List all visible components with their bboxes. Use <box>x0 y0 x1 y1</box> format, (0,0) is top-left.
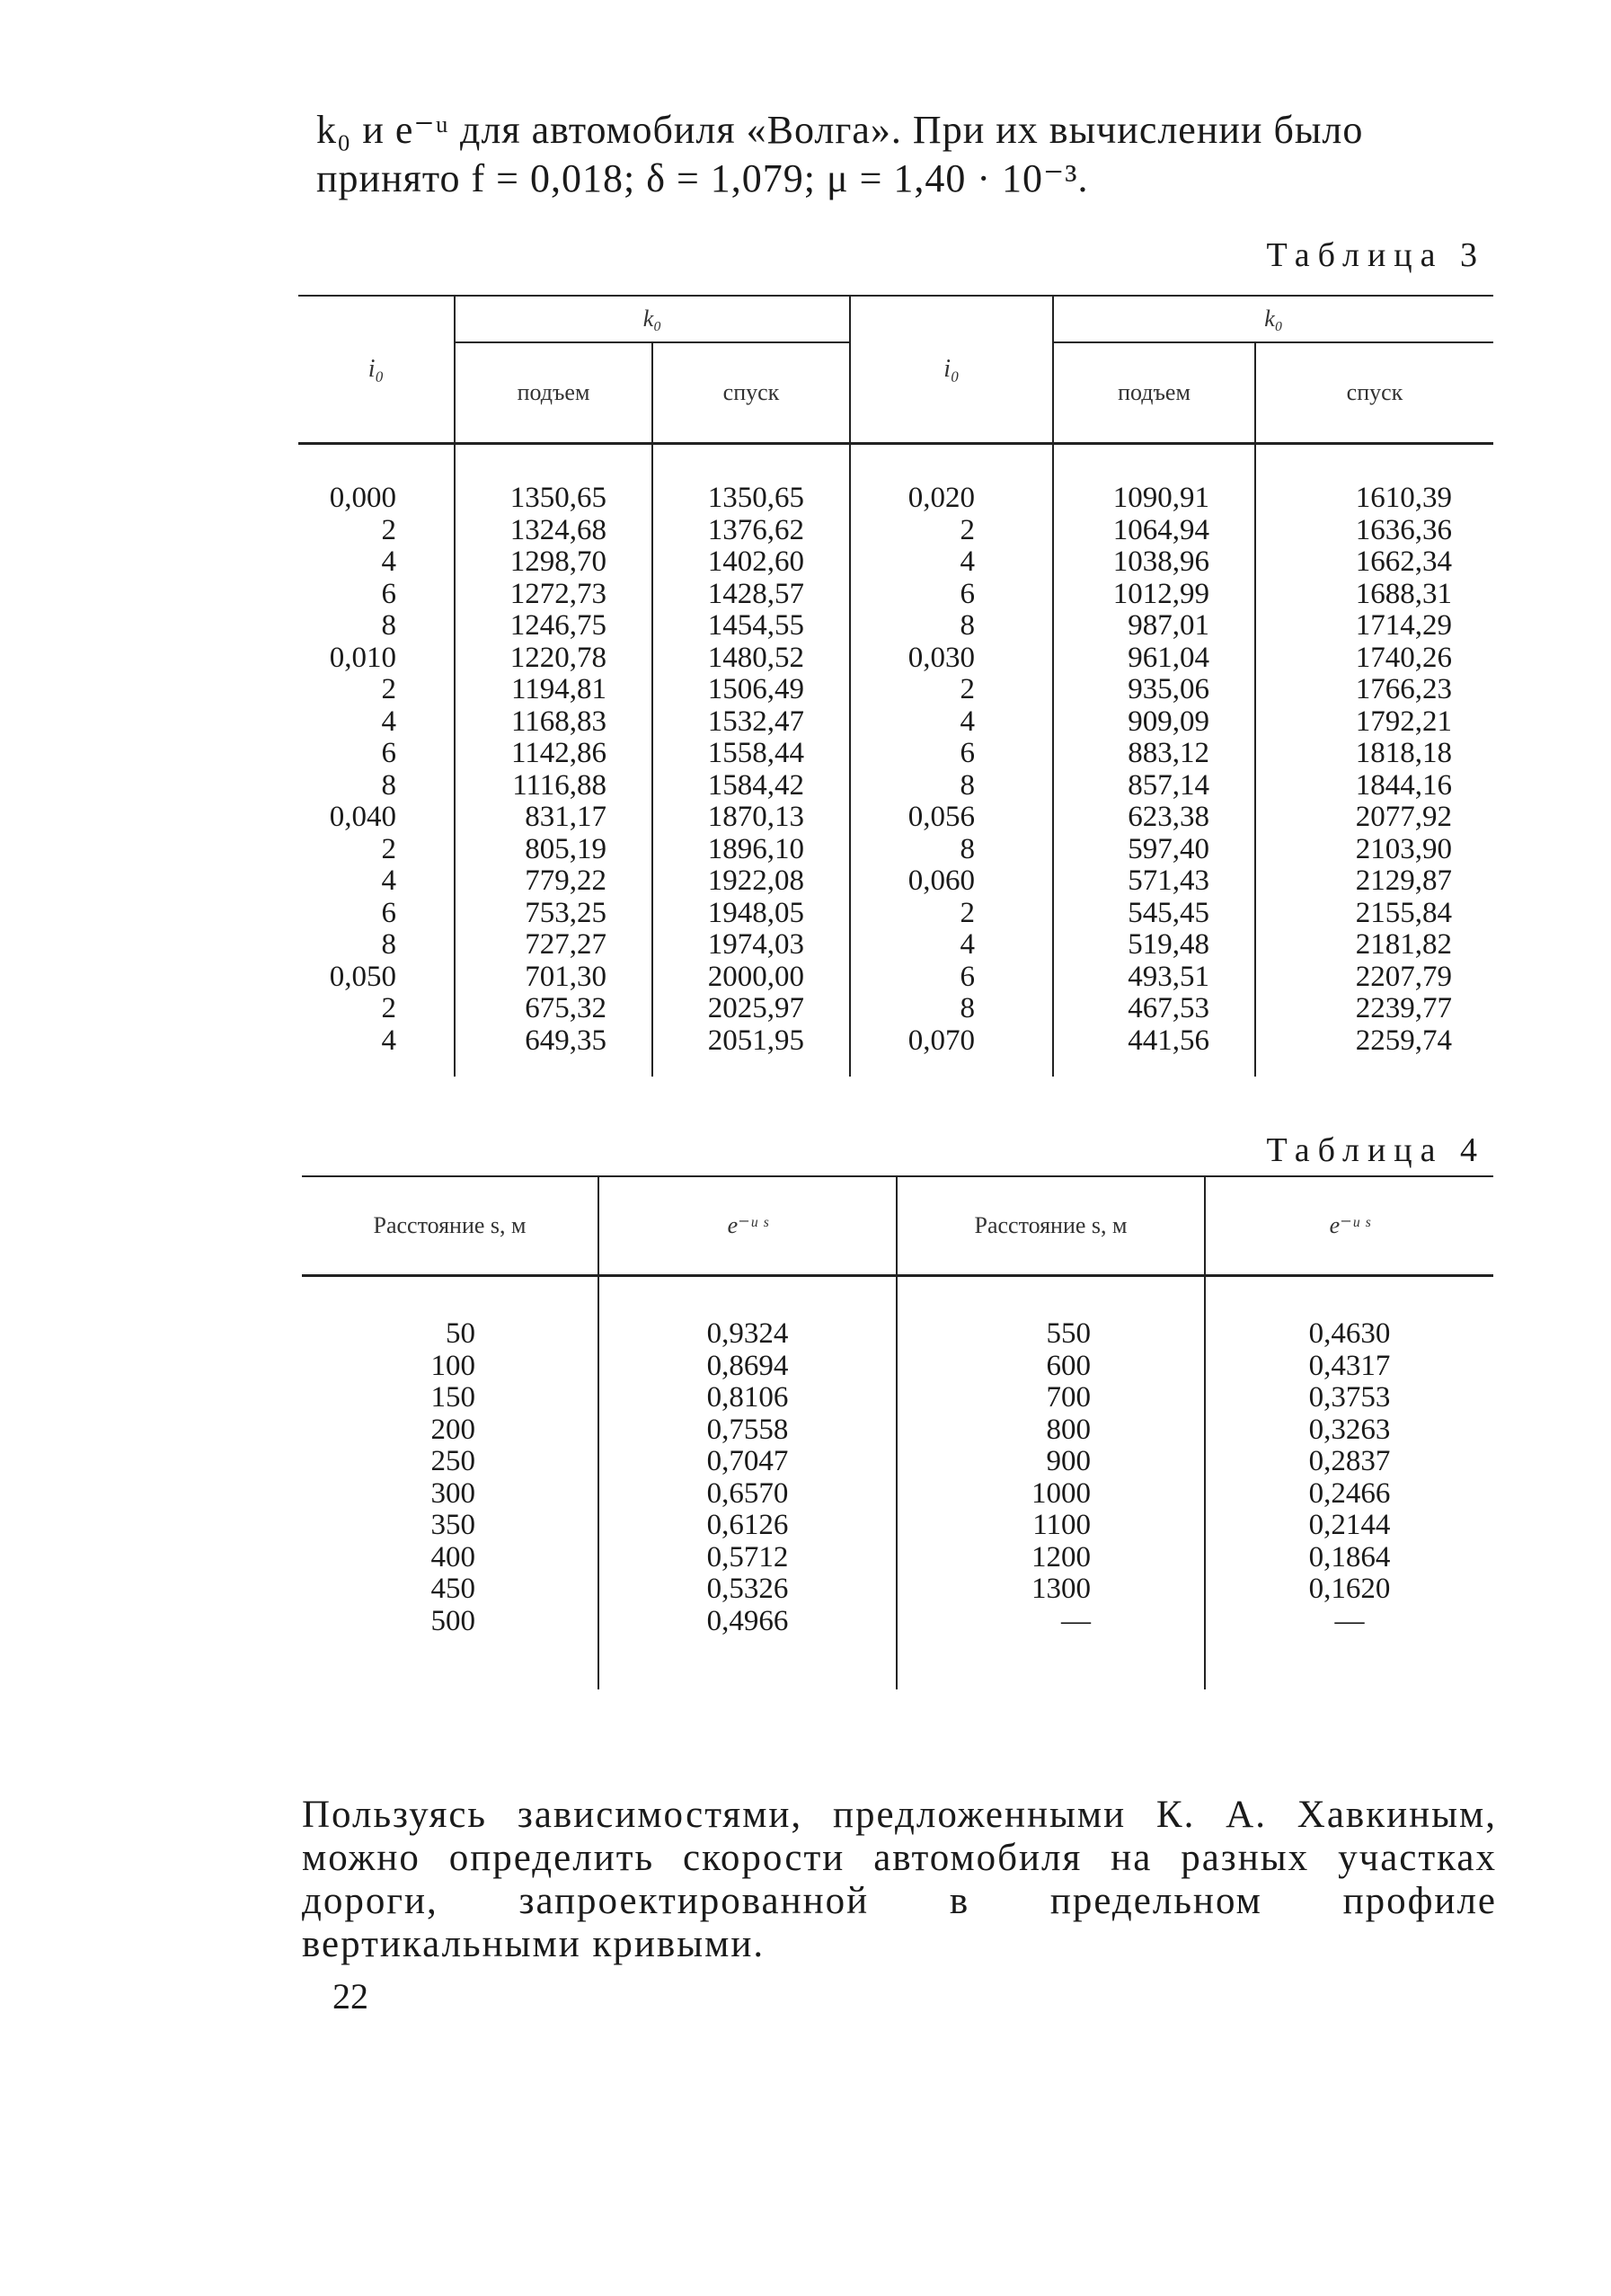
table-3-column-rise-right: 1090,91 1064,94 1038,96 1012,99 987,01 961,04 935,06 909,09 883,12 857,14 623,38 597,40 571,43 545,45 519,48 493,51 467,53 441,56 <box>1053 444 1255 1077</box>
table-4-header-distance-left: Расстояние s, м <box>373 1212 527 1238</box>
table-3-column-i0-right: 0,020 2 4 6 8 0,030 2 4 6 8 0,056 8 0,060 2 4 6 8 0,070 <box>850 444 1053 1077</box>
table-4-column-emus-left: 0,9324 0,8694 0,8106 0,7558 0,7047 0,6570 0,6126 0,5712 0,5326 0,4966 <box>598 1276 897 1690</box>
table-4-column-emus-right: 0,4630 0,4317 0,3753 0,3263 0,2837 0,2466 0,2144 0,1864 0,1620 — <box>1205 1276 1493 1690</box>
table-3-header-i0-right: i₀ <box>850 296 1053 444</box>
intro-line-1: k₀ и e⁻ᵘ для автомобиля «Волга». При их вычислении было <box>316 108 1364 152</box>
table-3-header-descent-right: спуск <box>1255 342 1493 444</box>
body-paragraph: Пользуясь зависимостями, предложенными К. А. Хавкиным, можно определить скорости автомобиля на разных участках дороги, запроектированной в предельном профиле вертикальными кривыми. <box>302 1794 1497 1965</box>
intro-paragraph <box>316 106 1493 203</box>
table-3-header-i0-left: i₀ <box>367 355 385 383</box>
table-4-column-distance-left: 50 100 150 200 250 300 350 400 450 500 <box>430 1317 475 1637</box>
table-4-column-distance-right: 550 600 700 800 900 1000 1100 1200 1300 — <box>897 1276 1205 1690</box>
table-4 <box>302 1175 1493 1689</box>
table-3-column-rise-left: 1350,65 1324,68 1298,70 1272,73 1246,75 1220,78 1194,81 1168,83 1142,86 1116,88 831,17 805,19 779,22 753,25 727,27 701,30 675,32 649,35 <box>455 444 652 1077</box>
table-4-header-emus-right: e⁻ᵘ ˢ <box>1205 1176 1493 1276</box>
table-3-header-rise-left: подъем <box>455 342 652 444</box>
table-3-header-rise-right: подъем <box>1053 342 1255 444</box>
table-3 <box>298 295 1493 1077</box>
table-4-title: Таблица 4 <box>1266 1131 1485 1169</box>
table-3-column-i0-left: 0,000 2 4 6 8 0,010 2 4 6 8 0,040 2 4 6 8 0,050 2 4 <box>329 482 396 1057</box>
table-4-header-distance-right: Расстояние s, м <box>897 1176 1205 1276</box>
table-3-header-k0-right: k₀ <box>1053 296 1493 342</box>
page-number: 22 <box>332 1976 368 2017</box>
table-3-header-descent-left: спуск <box>652 342 850 444</box>
table-4-header-emus-left: e⁻ᵘ ˢ <box>598 1176 897 1276</box>
table-3-title: Таблица 3 <box>1266 236 1485 274</box>
table-3-header-k0-left: k₀ <box>455 296 850 342</box>
table-3-column-descent-left: 1350,65 1376,62 1402,60 1428,57 1454,55 1480,52 1506,49 1532,47 1558,44 1584,42 1870,13 1896,10 1922,08 1948,05 1974,03 2000,00 2025,97 2051,95 <box>652 444 850 1077</box>
table-3-column-descent-right: 1610,39 1636,36 1662,34 1688,31 1714,29 1740,26 1766,23 1792,21 1818,18 1844,16 2077,92 2103,90 2129,87 2155,84 2181,82 2207,79 2239,77 2259,74 <box>1255 444 1493 1077</box>
intro-line-2: принято f = 0,018; δ = 1,079; μ = 1,40 · 10⁻³. <box>316 156 1089 200</box>
